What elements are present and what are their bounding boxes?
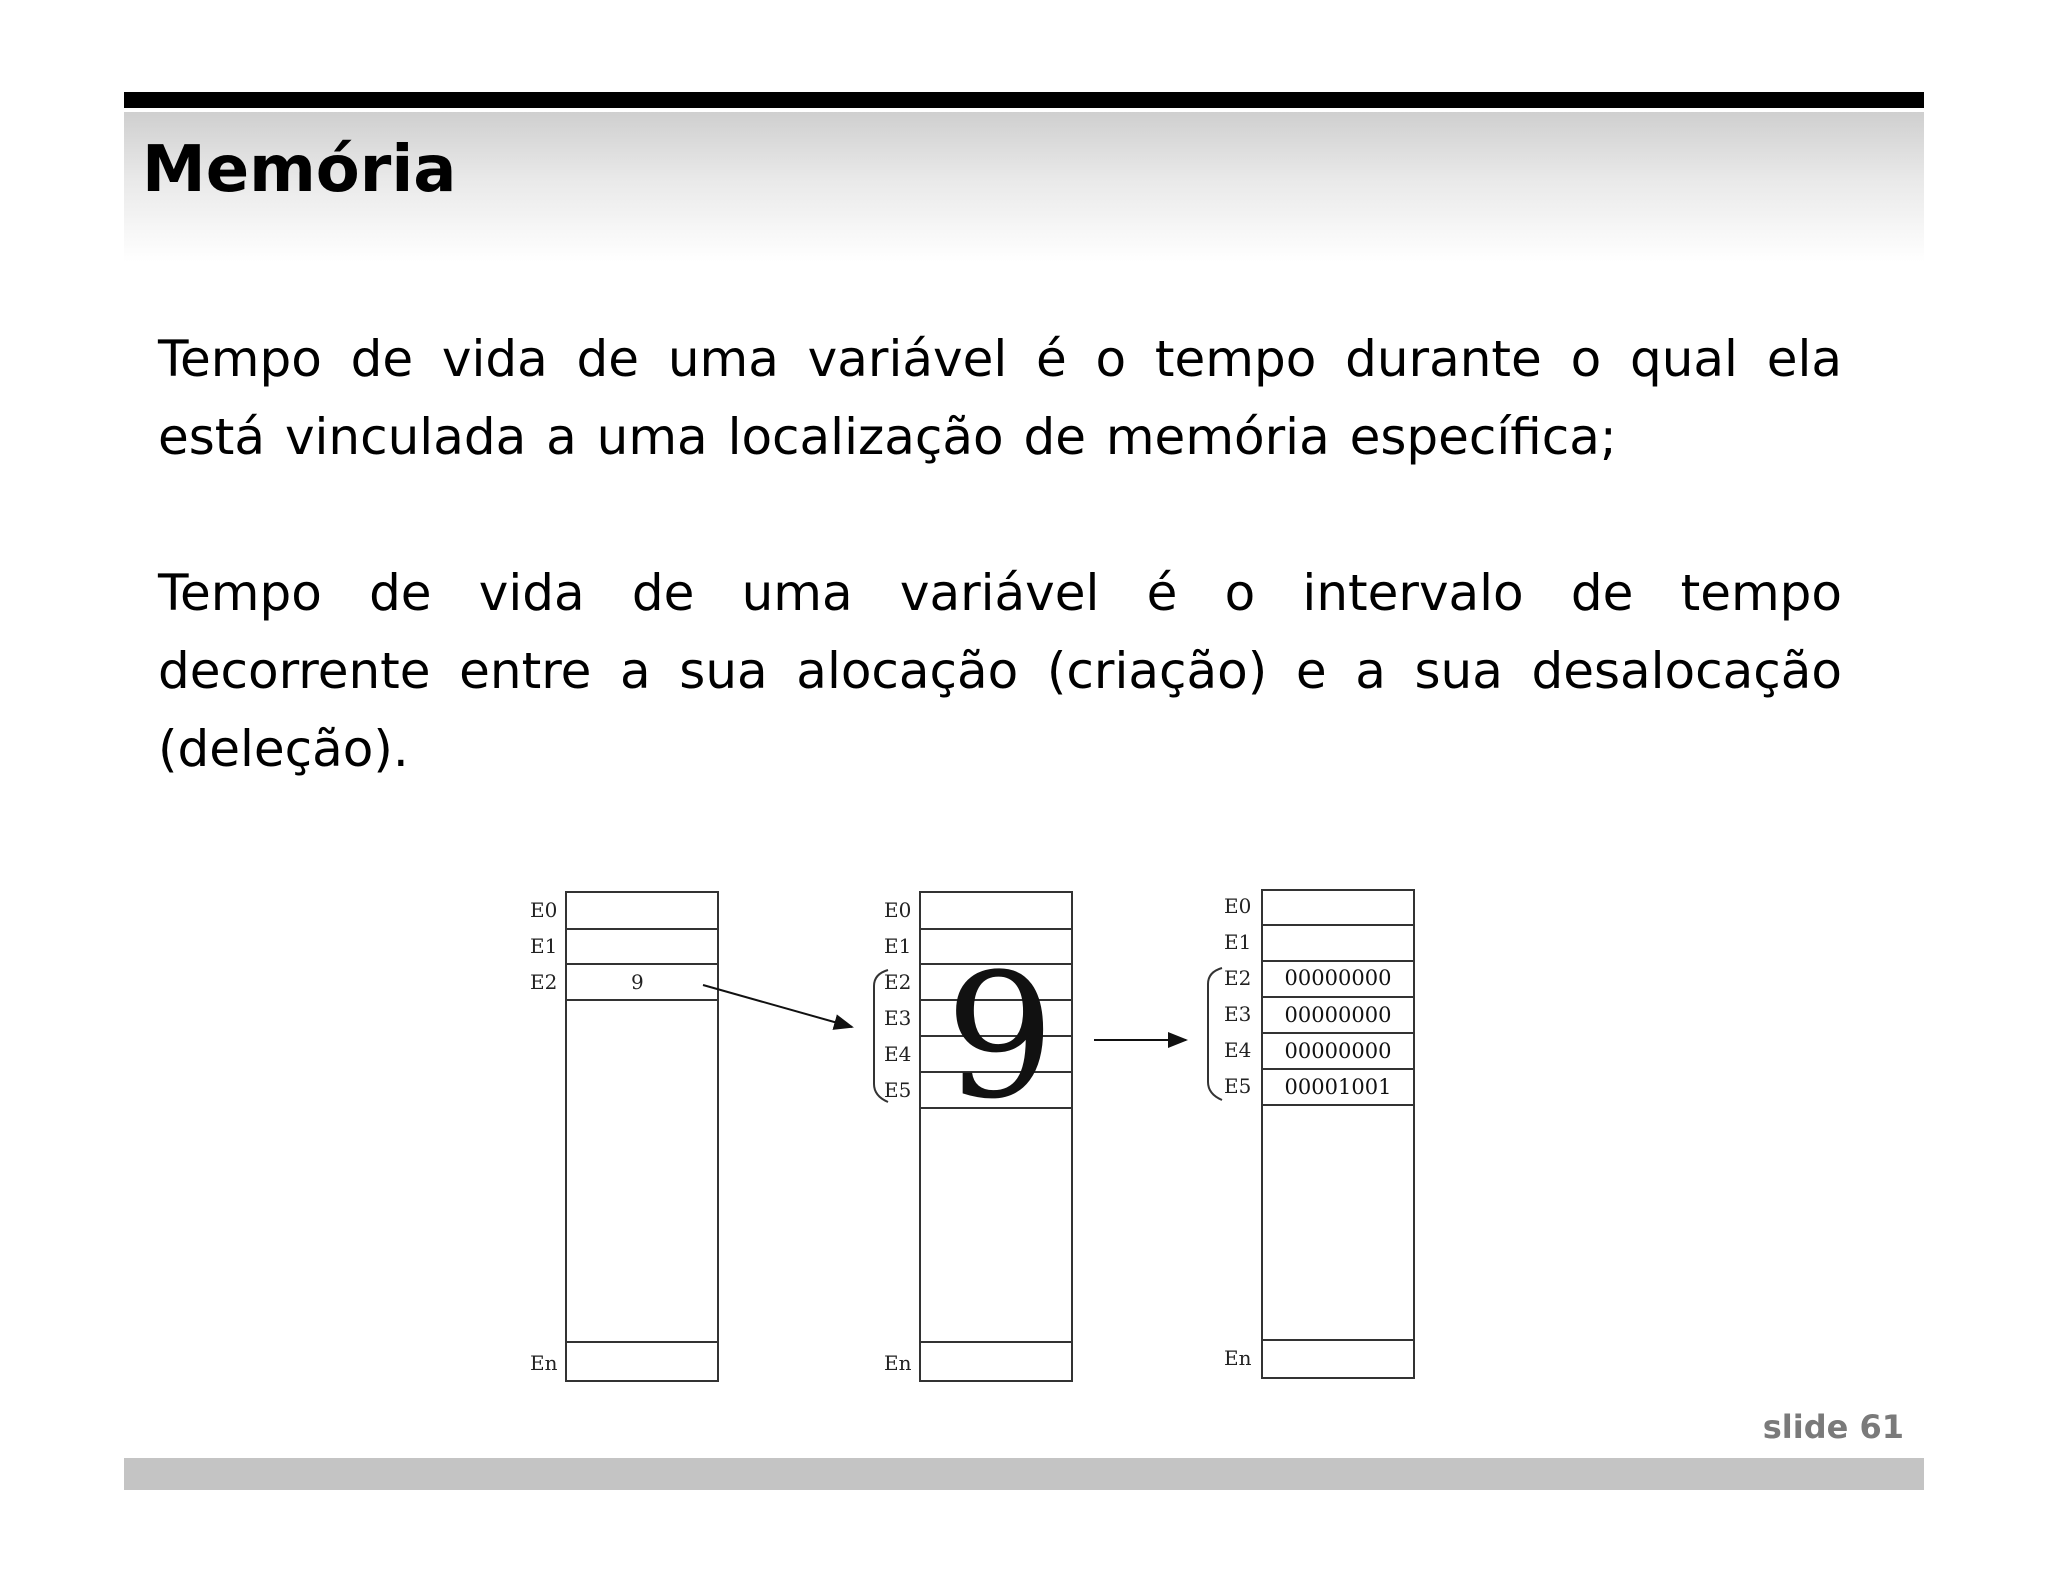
memory-2-bracket xyxy=(874,970,888,1102)
memory-1-labels xyxy=(530,898,644,1375)
memory-block-1 xyxy=(566,892,718,1381)
memory-3-label-en: En xyxy=(1224,1346,1252,1370)
top-rule xyxy=(124,92,1924,108)
memory-2-label-e4: E4 xyxy=(884,1042,912,1066)
memory-block-3 xyxy=(1208,890,1414,1378)
bottom-bar xyxy=(124,1458,1924,1490)
memory-1-label-en: En xyxy=(530,1351,558,1375)
memory-3-label-e1: E1 xyxy=(1224,930,1252,954)
memory-1-frame xyxy=(566,892,718,1381)
memory-2-label-e1: E1 xyxy=(884,934,912,958)
memory-2-labels xyxy=(884,898,912,1375)
arrow-to-memory-2 xyxy=(703,985,852,1027)
memory-3-byte-e3: 00000000 xyxy=(1284,1003,1392,1027)
memory-3-byte-e2: 00000000 xyxy=(1284,966,1392,990)
memory-2-label-en: En xyxy=(884,1351,912,1375)
slide-number: slide 61 xyxy=(1762,1408,1904,1446)
memory-2-label-e5: E5 xyxy=(884,1078,912,1102)
memory-3-byte-e5: 00001001 xyxy=(1284,1075,1392,1099)
memory-2-label-e3: E3 xyxy=(884,1006,912,1030)
memory-1-value-e2: 9 xyxy=(631,970,644,994)
memory-3-bytes xyxy=(1285,966,1392,1099)
memory-3-bracket xyxy=(1208,968,1222,1100)
memory-1-label-e0: E0 xyxy=(530,898,558,922)
memory-3-label-e0: E0 xyxy=(1224,894,1252,918)
memory-3-labels xyxy=(1224,894,1252,1370)
memory-3-frame xyxy=(1262,890,1414,1378)
paragraph-lifetime-binding: Tempo de vida de uma variável é o tempo durante o qual ela está vinculada a uma localização de memória específica; xyxy=(158,330,1842,466)
memory-2-label-e2: E2 xyxy=(884,970,912,994)
slide-title: Memória xyxy=(142,133,457,207)
memory-3-label-e5: E5 xyxy=(1224,1074,1252,1098)
memory-1-label-e2: E2 xyxy=(530,970,558,994)
memory-2-big-value: 9 xyxy=(945,936,1055,1137)
memory-3-label-e2: E2 xyxy=(1224,966,1252,990)
memory-block-2 xyxy=(874,892,1072,1381)
memory-3-byte-e4: 00000000 xyxy=(1284,1039,1392,1063)
memory-3-label-e3: E3 xyxy=(1224,1002,1252,1026)
memory-2-frame xyxy=(920,892,1072,1381)
paragraph-lifetime-interval: Tempo de vida de uma variável é o intervalo de tempo decorrente entre a sua alocação (criação) e a sua desalocação (deleção). xyxy=(158,564,1842,778)
memory-2-label-e0: E0 xyxy=(884,898,912,922)
memory-1-label-e1: E1 xyxy=(530,934,558,958)
memory-3-label-e4: E4 xyxy=(1224,1038,1252,1062)
